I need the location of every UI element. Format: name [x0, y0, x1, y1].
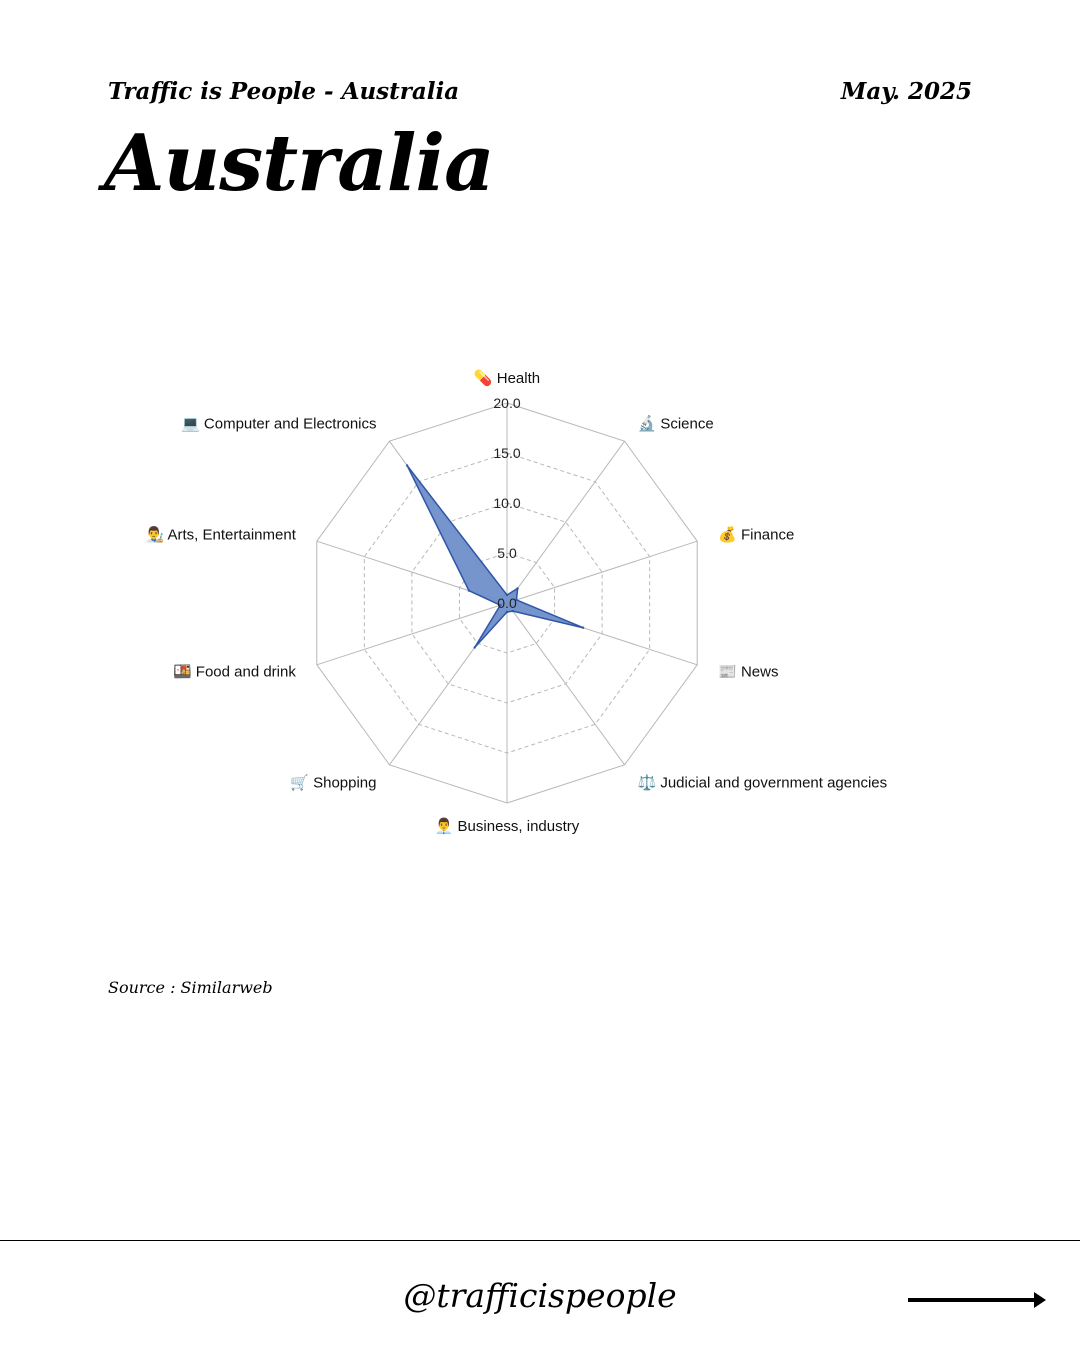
- data-point: [473, 646, 475, 648]
- tick-label: 0.0: [497, 595, 517, 611]
- category-label: 👨‍💼 Business, industry: [434, 818, 580, 835]
- tick-label: 15.0: [493, 445, 521, 461]
- category-label: 🛒 Shopping: [290, 774, 377, 792]
- series-label: Traffic is People - Australia: [108, 78, 460, 105]
- grid-spoke: [507, 603, 625, 765]
- category-label: 📰 News: [718, 663, 779, 681]
- category-label: 💻 Computer and Electronics: [181, 415, 377, 433]
- category-label: 💰 Finance: [718, 526, 795, 544]
- data-point: [516, 587, 518, 589]
- category-label: 🔬 Science: [637, 415, 714, 433]
- data-point: [468, 589, 470, 591]
- data-point: [506, 611, 508, 613]
- grid-spoke: [507, 541, 697, 603]
- data-point: [582, 627, 584, 629]
- arrow-right-icon[interactable]: [908, 1290, 1048, 1310]
- tick-label: 10.0: [493, 495, 521, 511]
- issue-date: May. 2025: [840, 78, 972, 105]
- grid-spoke: [317, 603, 507, 665]
- category-label: 🍱 Food and drink: [172, 663, 296, 681]
- tick-label: 5.0: [497, 545, 517, 561]
- category-label: 💊 Health: [473, 370, 541, 387]
- category-label: ⚖️ Judicial and government agencies: [637, 774, 888, 792]
- grid-spoke: [507, 441, 625, 603]
- tick-label: 20.0: [493, 395, 521, 411]
- footer-divider: [0, 1240, 1080, 1241]
- social-handle: @trafficispeople: [403, 1276, 677, 1315]
- data-point: [406, 464, 408, 466]
- source-note: Source : Similarweb: [108, 978, 273, 997]
- category-label: 👨‍🎨 Arts, Entertainment: [145, 526, 296, 544]
- page-title: Australia: [104, 118, 494, 209]
